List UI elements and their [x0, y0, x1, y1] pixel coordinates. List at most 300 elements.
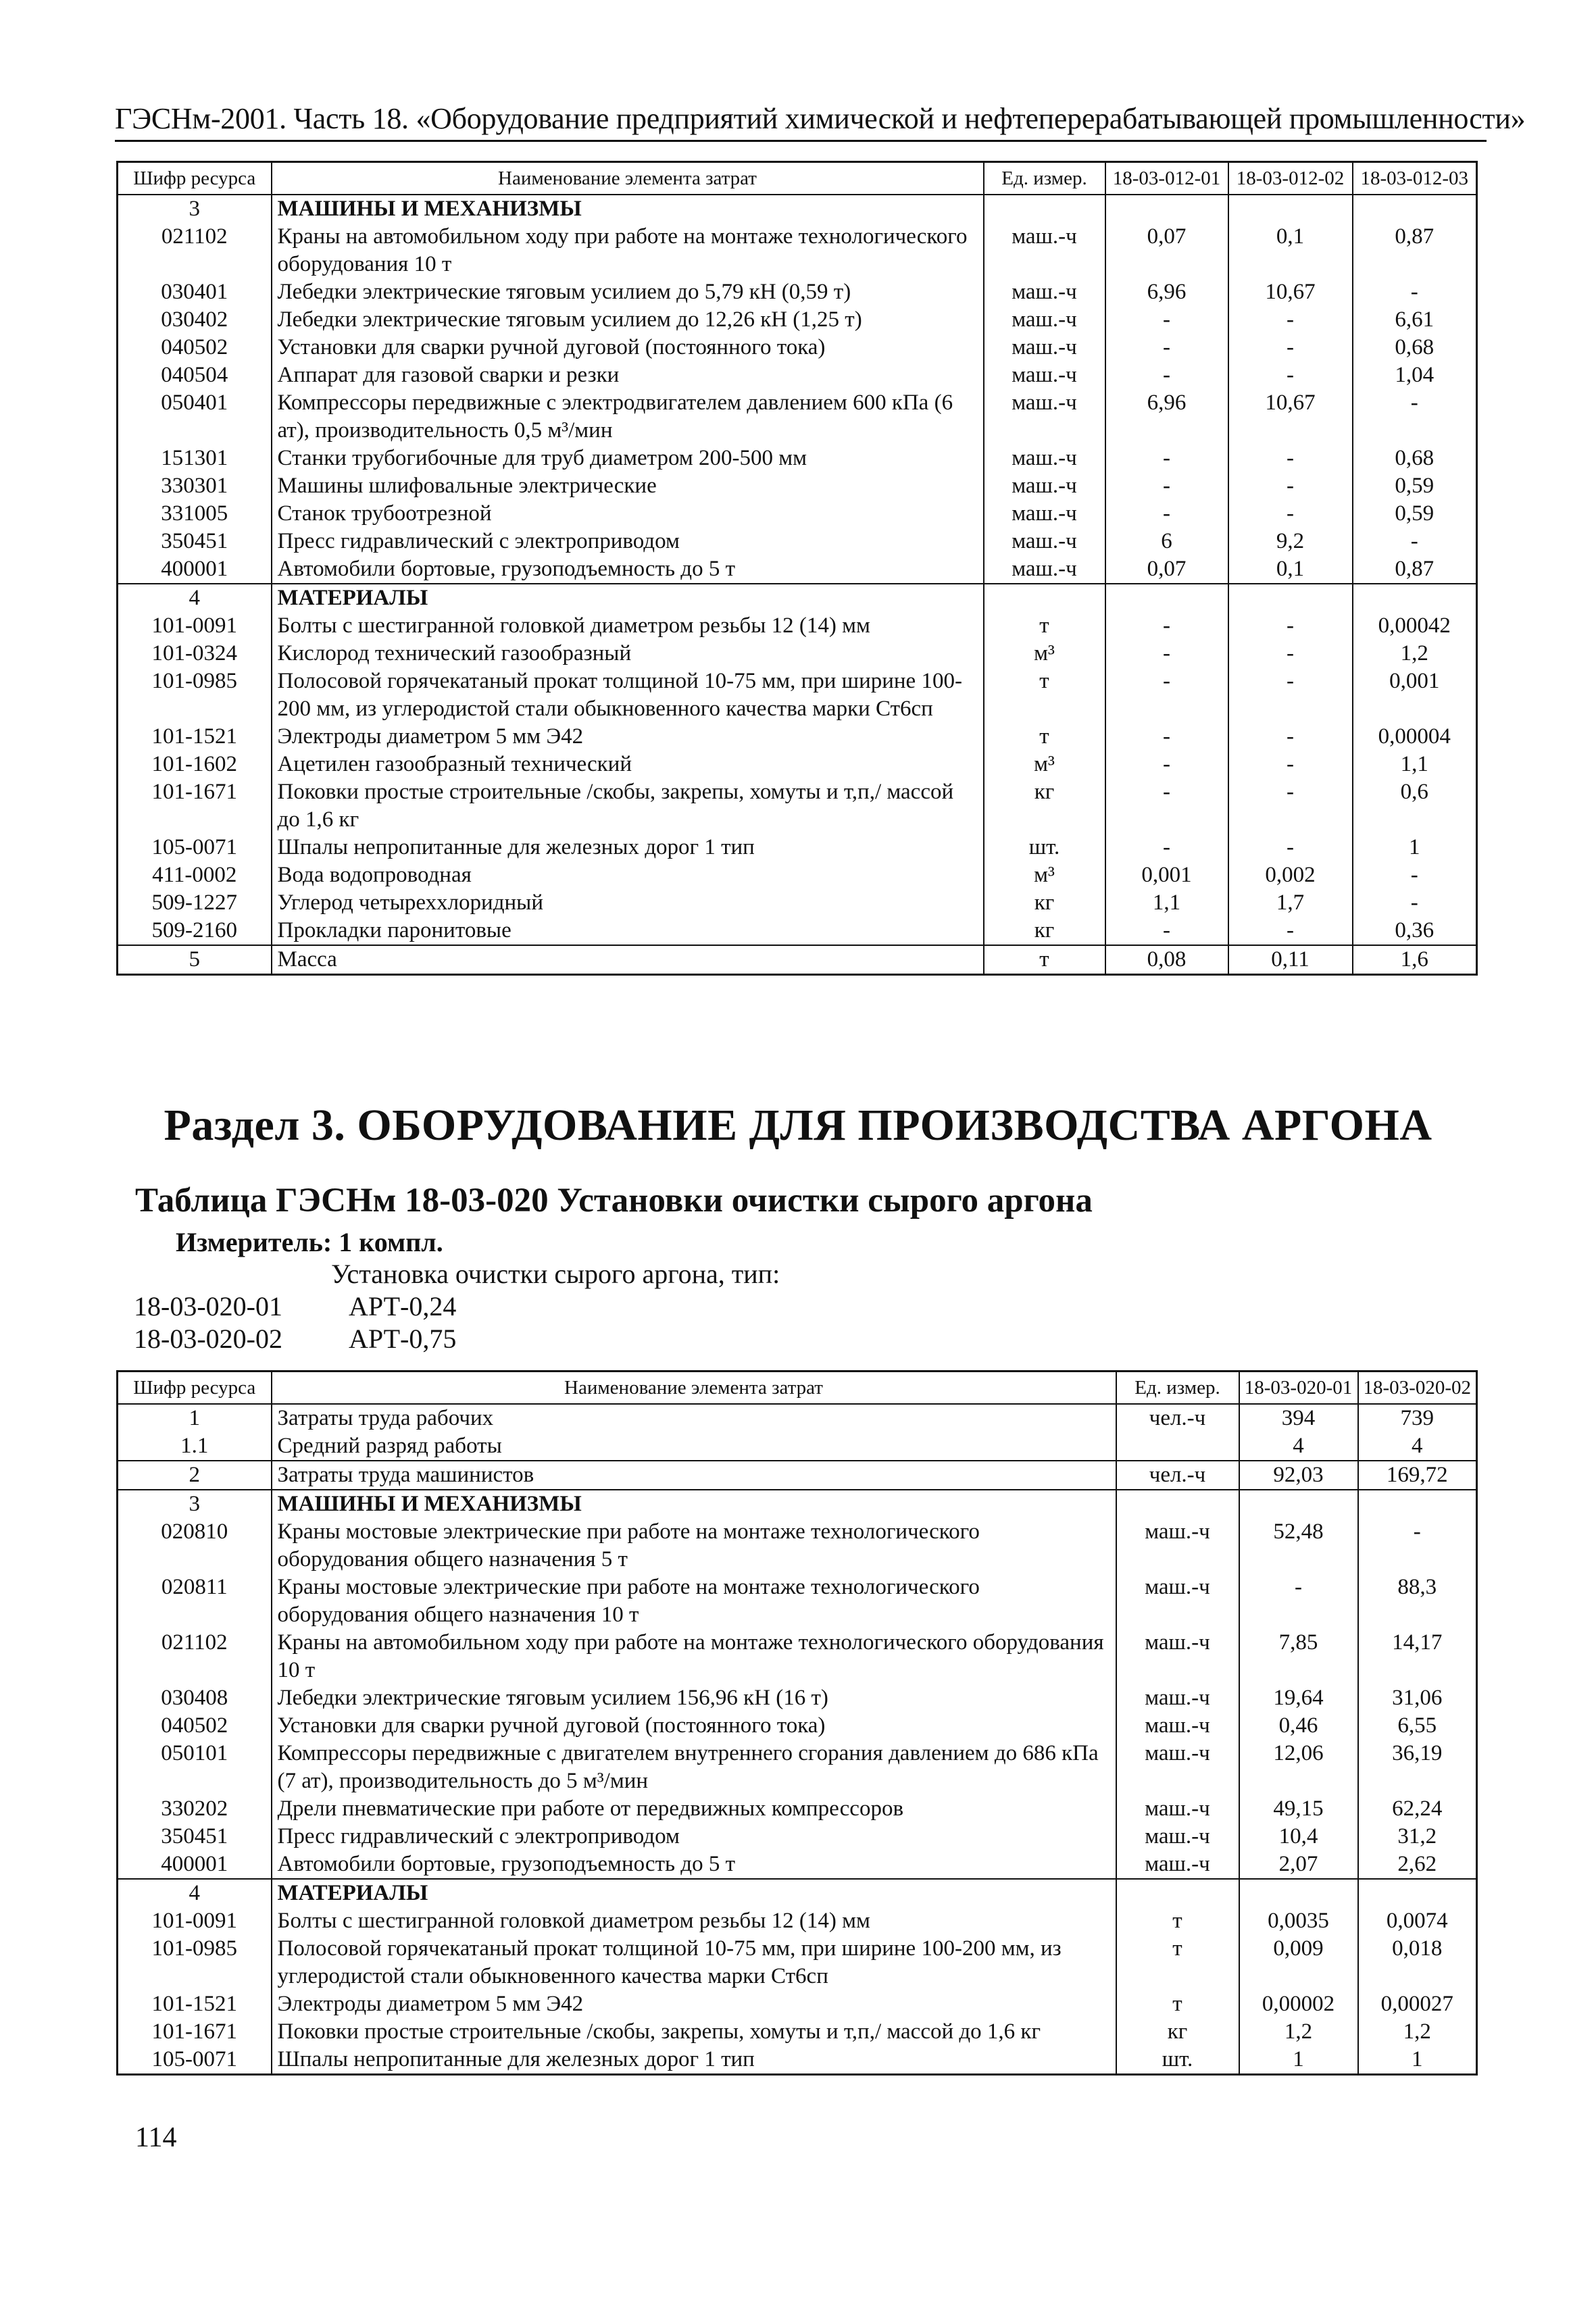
variant-code: 18-03-020-02 [134, 1324, 282, 1354]
value-variant-2: 0,0074 [1358, 1907, 1477, 1935]
value-variant-2: 0,00027 [1358, 1990, 1477, 2018]
unit-cell: т [984, 723, 1105, 751]
unit-cell: маш.-ч [984, 472, 1105, 500]
value-variant-2: - [1228, 361, 1353, 389]
table-row [118, 889, 1477, 917]
table-row [118, 2018, 1477, 2046]
section-row [118, 195, 1477, 223]
value-variant-1: - [1105, 723, 1228, 751]
resource-code: 509-2160 [118, 917, 272, 945]
resource-code: 101-0985 [118, 668, 272, 723]
value-variant-1: - [1105, 751, 1228, 778]
resource-code: 040502 [118, 334, 272, 361]
resource-name: Краны мостовые электрические при работе на монтаже технологического оборудования общего назначения 10 т [272, 1574, 1116, 1629]
value-variant-1: - [1105, 668, 1228, 723]
value-variant-2: 0,11 [1228, 945, 1353, 975]
section-code: 1 [118, 1404, 272, 1432]
value-variant-2: - [1228, 778, 1353, 834]
table-row [118, 612, 1477, 640]
resource-code: 101-1521 [118, 723, 272, 751]
unit-cell: маш.-ч [984, 500, 1105, 528]
value-variant-3: - [1353, 278, 1477, 306]
resource-code: 400001 [118, 555, 272, 584]
unit-cell: маш.-ч [1116, 1684, 1239, 1712]
value-variant-1: - [1105, 306, 1228, 334]
section-code: 4 [118, 1879, 272, 1907]
unit-cell [1116, 1879, 1239, 1907]
unit-cell [1116, 1432, 1239, 1461]
unit-cell: чел.-ч [1116, 1461, 1239, 1490]
column-header-variant-1: 18-03-020-01 [1239, 1372, 1358, 1405]
value-variant-2: 4 [1358, 1432, 1477, 1461]
value-variant-1: - [1105, 334, 1228, 361]
column-header-name: Наименование элемента затрат [272, 162, 984, 195]
value-variant-2: 31,2 [1358, 1823, 1477, 1851]
unit-cell: маш.-ч [984, 389, 1105, 445]
resource-name: Полосовой горячекатаный прокат толщиной 10-75 мм, при ширине 100-200 мм, из углеродистой стали обыкновенного качества марки Ст6сп [272, 668, 984, 723]
resource-name: Электроды диаметром 5 мм Э42 [272, 1990, 1116, 2018]
column-header-variant-3: 18-03-012-03 [1353, 162, 1477, 195]
value-variant-2: 169,72 [1358, 1461, 1477, 1490]
column-header-variant-1: 18-03-012-01 [1105, 162, 1228, 195]
value-variant-1: 394 [1239, 1404, 1358, 1432]
value-variant-3: - [1353, 389, 1477, 445]
value-variant-2 [1358, 1879, 1477, 1907]
value-variant-1: - [1105, 834, 1228, 861]
column-header-variant-2: 18-03-012-02 [1228, 162, 1353, 195]
unit-cell: шт. [984, 834, 1105, 861]
resource-name: Вода водопроводная [272, 861, 984, 889]
empty-cell [1228, 195, 1353, 223]
value-variant-3: 0,68 [1353, 445, 1477, 472]
section-code: 5 [118, 945, 272, 975]
value-variant-2: 2,62 [1358, 1851, 1477, 1879]
resource-code: 030402 [118, 306, 272, 334]
value-variant-1: - [1105, 500, 1228, 528]
unit-cell: маш.-ч [984, 334, 1105, 361]
table-row [118, 1740, 1477, 1795]
table-row [118, 278, 1477, 306]
resource-name: Шпалы непропитанные для железных дорог 1 тип [272, 834, 984, 861]
running-header: ГЭСНм-2001. Часть 18. «Оборудование предприятий химической и нефтеперерабатывающей промышленности» [115, 101, 1487, 142]
table-row [118, 306, 1477, 334]
value-variant-1: 2,07 [1239, 1851, 1358, 1879]
value-variant-2: - [1228, 445, 1353, 472]
value-variant-3: 0,59 [1353, 472, 1477, 500]
value-variant-2: 10,67 [1228, 278, 1353, 306]
resource-code: 050401 [118, 389, 272, 445]
value-variant-3: 0,6 [1353, 778, 1477, 834]
table-row [118, 640, 1477, 668]
resource-name: Болты с шестигранной головкой диаметром резьбы 12 (14) мм [272, 1907, 1116, 1935]
unit-cell: маш.-ч [1116, 1823, 1239, 1851]
table-row [118, 917, 1477, 945]
resource-name: Кислород технический газообразный [272, 640, 984, 668]
value-variant-3: 6,61 [1353, 306, 1477, 334]
value-variant-1: 1 [1239, 2046, 1358, 2075]
resource-name: Шпалы непропитанные для железных дорог 1 тип [272, 2046, 1116, 2075]
empty-cell [1353, 584, 1477, 612]
value-variant-1: - [1105, 472, 1228, 500]
resource-code: 330202 [118, 1795, 272, 1823]
table-row [118, 723, 1477, 751]
resource-name: Поковки простые строительные /скобы, закрепы, хомуты и т,п,/ массой до 1,6 кг [272, 778, 984, 834]
unit-cell: маш.-ч [984, 306, 1105, 334]
resource-code: 350451 [118, 1823, 272, 1851]
column-header-code: Шифр ресурса [118, 162, 272, 195]
value-variant-1: - [1105, 612, 1228, 640]
table-row [118, 334, 1477, 361]
unit-cell: м³ [984, 861, 1105, 889]
value-variant-2: 14,17 [1358, 1629, 1477, 1684]
resource-name: Электроды диаметром 5 мм Э42 [272, 723, 984, 751]
column-header-name: Наименование элемента затрат [272, 1372, 1116, 1405]
resource-code: 105-0071 [118, 834, 272, 861]
value-variant-3: 1,04 [1353, 361, 1477, 389]
value-variant-1: 1,2 [1239, 2018, 1358, 2046]
unit-cell [1116, 1490, 1239, 1518]
resource-code: 021102 [118, 1629, 272, 1684]
resource-code: 105-0071 [118, 2046, 272, 2075]
unit-cell: кг [984, 778, 1105, 834]
variant-type: АРТ-0,24 [349, 1291, 457, 1322]
value-variant-1: 0,07 [1105, 223, 1228, 278]
value-variant-3: 0,87 [1353, 555, 1477, 584]
section-title: Раздел 3. ОБОРУДОВАНИЕ ДЛЯ ПРОИЗВОДСТВА АРГОНА [164, 1101, 1432, 1150]
section-row [118, 1490, 1477, 1518]
resource-name: Установки для сварки ручной дуговой (постоянного тока) [272, 1712, 1116, 1740]
resource-code: 101-0091 [118, 612, 272, 640]
unit-cell: маш.-ч [1116, 1574, 1239, 1629]
installation-caption: Установка очистки сырого аргона, тип: [331, 1259, 780, 1289]
table-row [118, 1907, 1477, 1935]
table-row [118, 834, 1477, 861]
resource-name: Станок трубоотрезной [272, 500, 984, 528]
value-variant-3: - [1353, 861, 1477, 889]
section-name: МАШИНЫ И МЕХАНИЗМЫ [272, 1490, 1116, 1518]
value-variant-3: - [1353, 528, 1477, 555]
resource-name: Установки для сварки ручной дуговой (постоянного тока) [272, 334, 984, 361]
resource-code: 101-0324 [118, 640, 272, 668]
value-variant-1: 4 [1239, 1432, 1358, 1461]
value-variant-1: 6,96 [1105, 278, 1228, 306]
unit-cell: маш.-ч [1116, 1740, 1239, 1795]
table-row [118, 1684, 1477, 1712]
value-variant-3: 1,1 [1353, 751, 1477, 778]
resource-code: 151301 [118, 445, 272, 472]
value-variant-3: 0,59 [1353, 500, 1477, 528]
unit-cell: кг [984, 917, 1105, 945]
value-variant-2: 0,1 [1228, 223, 1353, 278]
value-variant-2: - [1228, 334, 1353, 361]
table-row [118, 500, 1477, 528]
value-variant-1: 10,4 [1239, 1823, 1358, 1851]
resource-table-18-03-012 [116, 161, 1478, 976]
column-header-unit: Ед. измер. [984, 162, 1105, 195]
value-variant-1: - [1239, 1574, 1358, 1629]
value-variant-1 [1239, 1879, 1358, 1907]
unit-cell: маш.-ч [1116, 1712, 1239, 1740]
section-row [118, 1404, 1477, 1432]
resource-code: 330301 [118, 472, 272, 500]
section-code: 3 [118, 1490, 272, 1518]
value-variant-2: 0,018 [1358, 1935, 1477, 1990]
value-variant-2: - [1228, 834, 1353, 861]
value-variant-2: 1,7 [1228, 889, 1353, 917]
value-variant-1 [1239, 1490, 1358, 1518]
resource-name: Средний разряд работы [272, 1432, 1116, 1461]
unit-cell: маш.-ч [984, 361, 1105, 389]
resource-name: Машины шлифовальные электрические [272, 472, 984, 500]
resource-code: 101-1521 [118, 1990, 272, 2018]
table-row [118, 2046, 1477, 2075]
resource-name: Автомобили бортовые, грузоподъемность до 5 т [272, 555, 984, 584]
table-row [118, 1795, 1477, 1823]
value-variant-3: 1 [1353, 834, 1477, 861]
empty-cell [984, 195, 1105, 223]
unit-cell: маш.-ч [984, 445, 1105, 472]
value-variant-2: - [1228, 723, 1353, 751]
empty-cell [1105, 584, 1228, 612]
variant-type: АРТ-0,75 [349, 1324, 457, 1354]
value-variant-1: 0,08 [1105, 945, 1228, 975]
page-number: 114 [135, 2122, 177, 2153]
value-variant-2: 62,24 [1358, 1795, 1477, 1823]
value-variant-2: 1 [1358, 2046, 1477, 2075]
value-variant-1: 6 [1105, 528, 1228, 555]
table-row [118, 1629, 1477, 1684]
table-row [118, 223, 1477, 278]
value-variant-2: 1,2 [1358, 2018, 1477, 2046]
unit-cell: маш.-ч [984, 555, 1105, 584]
value-variant-3: 0,68 [1353, 334, 1477, 361]
resource-code: 050101 [118, 1740, 272, 1795]
resource-code: 350451 [118, 528, 272, 555]
column-header-unit: Ед. измер. [1116, 1372, 1239, 1405]
empty-cell [1353, 195, 1477, 223]
resource-name: Краны на автомобильном ходу при работе на монтаже технологического оборудования 10 т [272, 223, 984, 278]
value-variant-3: 1,2 [1353, 640, 1477, 668]
table-row [118, 528, 1477, 555]
table-row [118, 668, 1477, 723]
unit-cell: маш.-ч [1116, 1518, 1239, 1574]
unit-cell: кг [1116, 2018, 1239, 2046]
resource-code: 040502 [118, 1712, 272, 1740]
value-variant-2: - [1228, 668, 1353, 723]
value-variant-1: 49,15 [1239, 1795, 1358, 1823]
resource-name: Дрели пневматические при работе от передвижных компрессоров [272, 1795, 1116, 1823]
value-variant-3: - [1353, 889, 1477, 917]
unit-cell: маш.-ч [984, 528, 1105, 555]
value-variant-1: 0,00002 [1239, 1990, 1358, 2018]
value-variant-2: - [1228, 640, 1353, 668]
table-row [118, 861, 1477, 889]
section-code: 3 [118, 195, 272, 223]
value-variant-2: - [1228, 306, 1353, 334]
resource-code: 040504 [118, 361, 272, 389]
value-variant-2: - [1228, 472, 1353, 500]
unit-cell: чел.-ч [1116, 1404, 1239, 1432]
value-variant-2: - [1228, 612, 1353, 640]
variant-line [134, 1323, 456, 1355]
unit-cell: маш.-ч [1116, 1629, 1239, 1684]
value-variant-2: 739 [1358, 1404, 1477, 1432]
section-row [118, 584, 1477, 612]
value-variant-1: - [1105, 640, 1228, 668]
table-row [118, 751, 1477, 778]
unit-cell: м³ [984, 640, 1105, 668]
table-row [118, 445, 1477, 472]
table-row [118, 1990, 1477, 2018]
empty-cell [1105, 195, 1228, 223]
value-variant-2: - [1358, 1518, 1477, 1574]
value-variant-1: 92,03 [1239, 1461, 1358, 1490]
table-row [118, 1851, 1477, 1879]
value-variant-2: 0,002 [1228, 861, 1353, 889]
value-variant-1: 7,85 [1239, 1629, 1358, 1684]
section-row [118, 1461, 1477, 1490]
value-variant-3: 1,6 [1353, 945, 1477, 975]
resource-code: 411-0002 [118, 861, 272, 889]
value-variant-1: 6,96 [1105, 389, 1228, 445]
value-variant-2: - [1228, 751, 1353, 778]
resource-name: Пресс гидравлический с электроприводом [272, 1823, 1116, 1851]
table-row [118, 778, 1477, 834]
resource-name: Краны мостовые электрические при работе на монтаже технологического оборудования общего назначения 5 т [272, 1518, 1116, 1574]
value-variant-2: 36,19 [1358, 1740, 1477, 1795]
table-row [118, 389, 1477, 445]
resource-code: 101-1602 [118, 751, 272, 778]
value-variant-1: 0,001 [1105, 861, 1228, 889]
section-row [118, 1879, 1477, 1907]
resource-name: Поковки простые строительные /скобы, закрепы, хомуты и т,п,/ массой до 1,6 кг [272, 2018, 1116, 2046]
resource-name: Полосовой горячекатаный прокат толщиной 10-75 мм, при ширине 100-200 мм, из углеродистой стали обыкновенного качества марки Ст6сп [272, 1935, 1116, 1990]
value-variant-1: 0,0035 [1239, 1907, 1358, 1935]
resource-code: 400001 [118, 1851, 272, 1879]
section-name: МАТЕРИАЛЫ [272, 1879, 1116, 1907]
variant-code: 18-03-020-01 [134, 1291, 282, 1322]
resource-code: 021102 [118, 223, 272, 278]
unit-cell: м³ [984, 751, 1105, 778]
resource-code: 509-1227 [118, 889, 272, 917]
resource-code: 1.1 [118, 1432, 272, 1461]
value-variant-3: 0,00004 [1353, 723, 1477, 751]
value-variant-2: 88,3 [1358, 1574, 1477, 1629]
resource-code: 020810 [118, 1518, 272, 1574]
resource-name: Краны на автомобильном ходу при работе на монтаже технологического оборудования 10 т [272, 1629, 1116, 1684]
resource-code: 030408 [118, 1684, 272, 1712]
resource-code: 030401 [118, 278, 272, 306]
resource-name: Лебедки электрические тяговым усилием до 12,26 кН (1,25 т) [272, 306, 984, 334]
value-variant-1: - [1105, 917, 1228, 945]
empty-cell [1228, 584, 1353, 612]
value-variant-3: 0,00042 [1353, 612, 1477, 640]
value-variant-1: - [1105, 361, 1228, 389]
value-variant-1: 0,46 [1239, 1712, 1358, 1740]
section-code: 4 [118, 584, 272, 612]
resource-code: 101-1671 [118, 2018, 272, 2046]
value-variant-3: 0,87 [1353, 223, 1477, 278]
table-row [118, 1432, 1477, 1461]
meter-label: Измеритель: 1 компл. [176, 1227, 443, 1257]
resource-name: Масса [272, 945, 984, 975]
resource-name: Компрессоры передвижные с электродвигателем давлением 600 кПа (6 ат), производительность 0,5 м³/мин [272, 389, 984, 445]
unit-cell: маш.-ч [984, 278, 1105, 306]
resource-name: Прокладки паронитовые [272, 917, 984, 945]
value-variant-2: - [1228, 500, 1353, 528]
table-row [118, 361, 1477, 389]
value-variant-3: 0,001 [1353, 668, 1477, 723]
table-row [118, 1574, 1477, 1629]
resource-name: Автомобили бортовые, грузоподъемность до 5 т [272, 1851, 1116, 1879]
table-row [118, 1935, 1477, 1990]
table-row [118, 1712, 1477, 1740]
value-variant-1: 52,48 [1239, 1518, 1358, 1574]
resource-name: Аппарат для газовой сварки и резки [272, 361, 984, 389]
table-row [118, 1823, 1477, 1851]
section-name: МАТЕРИАЛЫ [272, 584, 984, 612]
unit-cell: шт. [1116, 2046, 1239, 2075]
unit-cell: т [984, 668, 1105, 723]
table-title: Таблица ГЭСНм 18-03-020 Установки очистки сырого аргона [135, 1182, 1093, 1219]
table-row [118, 472, 1477, 500]
unit-cell: т [984, 945, 1105, 975]
unit-cell: маш.-ч [984, 223, 1105, 278]
unit-cell: маш.-ч [1116, 1795, 1239, 1823]
value-variant-1: 0,009 [1239, 1935, 1358, 1990]
section-name: МАШИНЫ И МЕХАНИЗМЫ [272, 195, 984, 223]
resource-name: Лебедки электрические тяговым усилием до 5,79 кН (0,59 т) [272, 278, 984, 306]
unit-cell: т [1116, 1990, 1239, 2018]
value-variant-2: 31,06 [1358, 1684, 1477, 1712]
empty-cell [984, 584, 1105, 612]
unit-cell: т [984, 612, 1105, 640]
variant-line [134, 1290, 456, 1322]
value-variant-1: - [1105, 778, 1228, 834]
table-row [118, 945, 1477, 975]
resource-name: Пресс гидравлический с электроприводом [272, 528, 984, 555]
value-variant-2: - [1228, 917, 1353, 945]
value-variant-3: 0,36 [1353, 917, 1477, 945]
unit-cell: маш.-ч [1116, 1851, 1239, 1879]
resource-code: 101-0985 [118, 1935, 272, 1990]
table-row [118, 555, 1477, 584]
value-variant-1: 12,06 [1239, 1740, 1358, 1795]
resource-table-18-03-020 [116, 1370, 1478, 2076]
resource-name: Ацетилен газообразный технический [272, 751, 984, 778]
value-variant-2 [1358, 1490, 1477, 1518]
value-variant-1: 1,1 [1105, 889, 1228, 917]
value-variant-2: 0,1 [1228, 555, 1353, 584]
unit-cell: т [1116, 1907, 1239, 1935]
resource-name: Болты с шестигранной головкой диаметром резьбы 12 (14) мм [272, 612, 984, 640]
resource-name: Компрессоры передвижные с двигателем внутреннего сгорания давлением до 686 кПа (7 ат), производительность до 5 м³/мин [272, 1740, 1116, 1795]
resource-name: Станки трубогибочные для труб диаметром 200-500 мм [272, 445, 984, 472]
unit-cell: т [1116, 1935, 1239, 1990]
resource-code: 020811 [118, 1574, 272, 1629]
value-variant-2: 10,67 [1228, 389, 1353, 445]
resource-code: 331005 [118, 500, 272, 528]
section-name: Затраты труда рабочих [272, 1404, 1116, 1432]
value-variant-1: 19,64 [1239, 1684, 1358, 1712]
value-variant-2: 6,55 [1358, 1712, 1477, 1740]
section-code: 2 [118, 1461, 272, 1490]
unit-cell: кг [984, 889, 1105, 917]
resource-code: 101-1671 [118, 778, 272, 834]
value-variant-1: 0,07 [1105, 555, 1228, 584]
column-header-code: Шифр ресурса [118, 1372, 272, 1405]
resource-name: Углерод четыреххлоридный [272, 889, 984, 917]
